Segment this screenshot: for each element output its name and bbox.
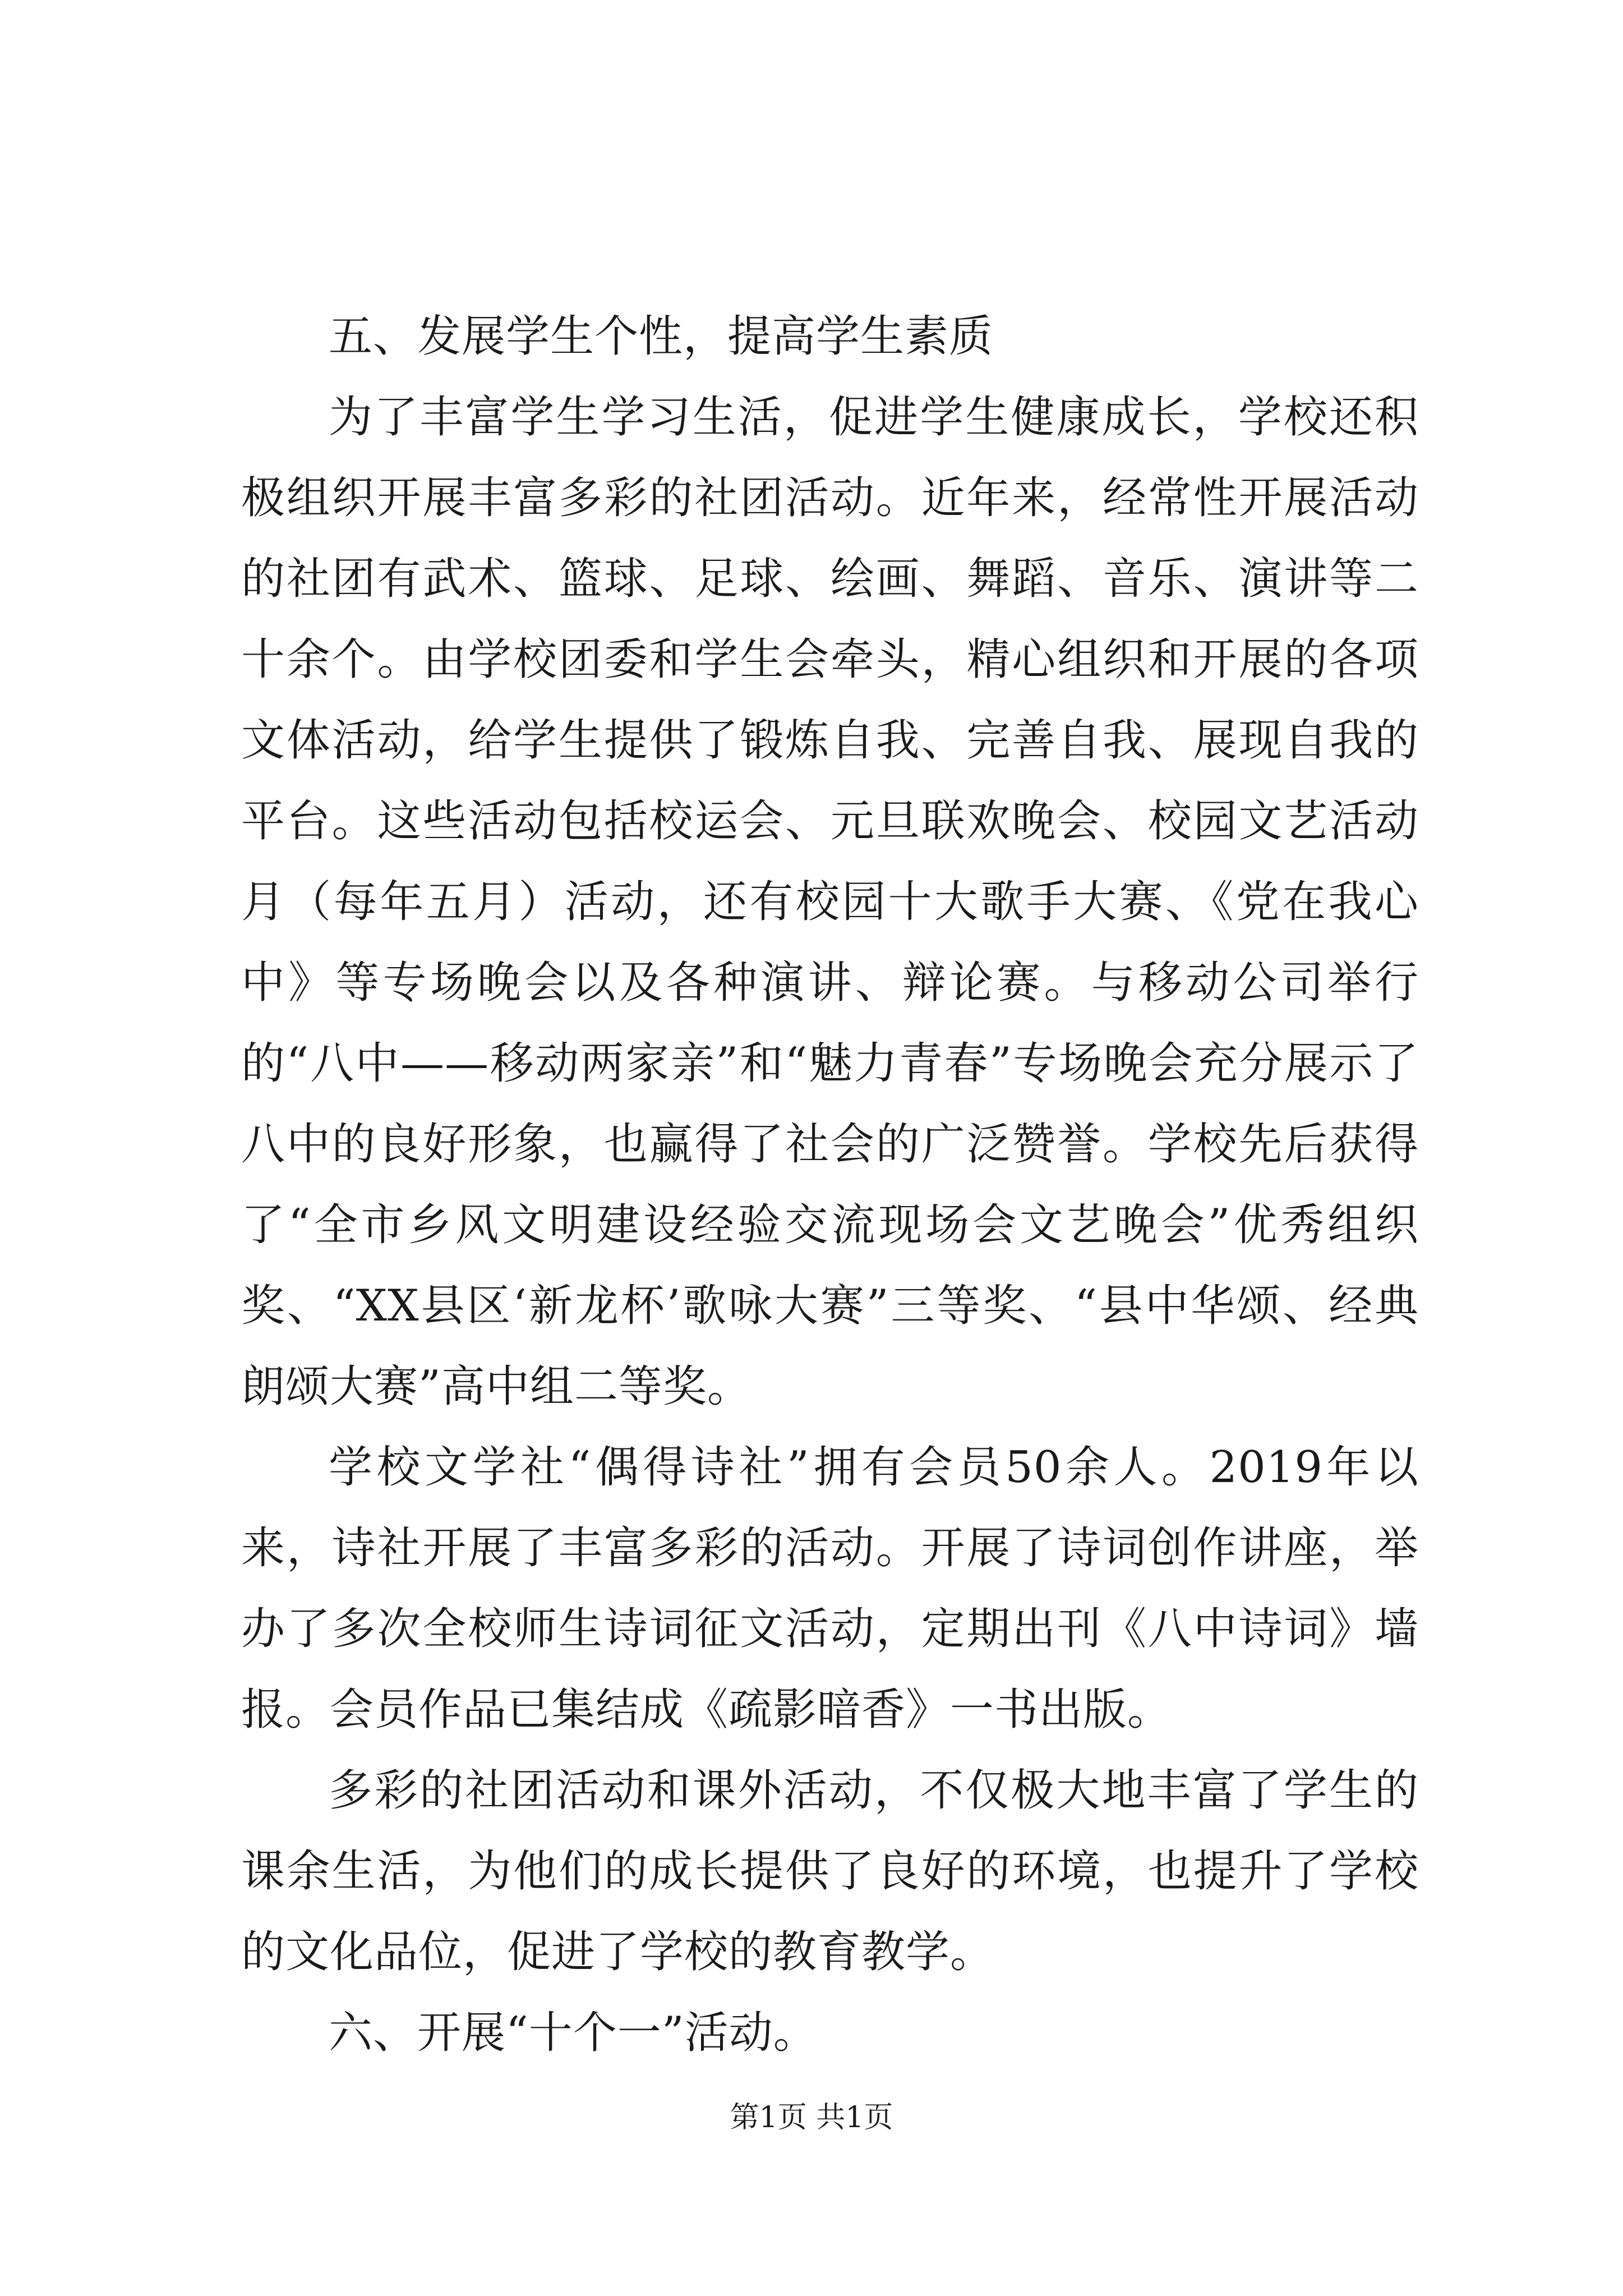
section-heading-6: 六、开展“十个一”活动。 bbox=[329, 2008, 818, 2058]
page-number: 第1页 共1页 bbox=[730, 2101, 893, 2134]
paragraph-summary: 多彩的社团活动和课外活动，不仅极大地丰富了学生的课余生活，为他们的成长提供了良好的环境，也提升了学校的文化品位，促进了学校的教育教学。 bbox=[241, 1765, 1419, 1977]
paragraph-club-activities: 为了丰富学生学习生活，促进学生健康成长，学校还积极组织开展丰富多彩的社团活动。近年来，经常性开展活动的社团有武术、篮球、足球、绘画、舞蹈、音乐、演讲等二十余个。由学校团委和学生会牵头，精心组织和开展的各项文体活动，给学生提供了锻炼自我、完善自我、展现自我的平台。这些活动包括校运会、元旦联欢晚会、校园文艺活动月（每年五月）活动，还有校园十大歌手大赛、《党在我心中》等专场晚会以及各种演讲、辩论赛。与移动公司举行的“八中——移动两家亲”和“魅力青春”专场晚会充分展示了八中的良好形象，也赢得了社会的广泛赞誉。学校先后获得了“全市乡风文明建设经验交流现场会文艺晚会”优秀组织奖、“XX县区‘新龙杯’歌咏大赛”三等奖、“县中华颂、经典朗颂大赛”高中组二等奖。 bbox=[241, 392, 1419, 1412]
page-footer bbox=[0, 2098, 1623, 2137]
document-body bbox=[241, 296, 1419, 2073]
paragraph-poetry-society: 学校文学社“偶得诗社”拥有会员50余人。2019年以来，诗社开展了丰富多彩的活动。开展了诗词创作讲座，举办了多次全校师生诗词征文活动，定期出刊《八中诗词》墙报。会员作品已集结成《疏影暗香》一书出版。 bbox=[241, 1442, 1419, 1735]
section-heading-5: 五、发展学生个性，提高学生素质 bbox=[329, 311, 994, 362]
